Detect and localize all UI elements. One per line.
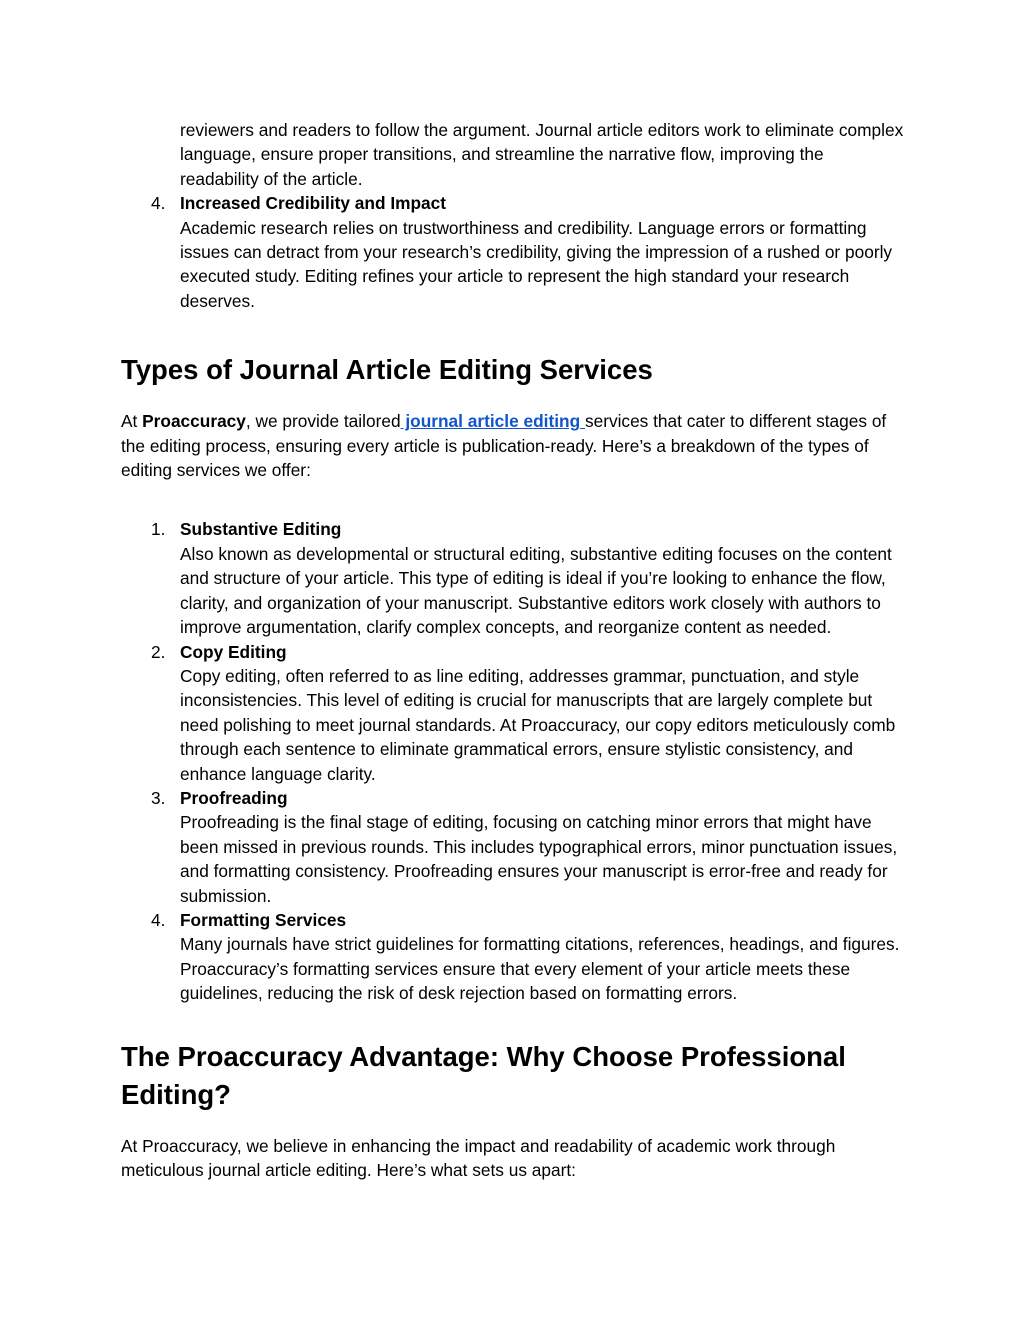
intro-middle: , we provide tailored [245, 411, 401, 432]
list-item [121, 908, 906, 1006]
list-number: 1. [151, 519, 166, 540]
journal-article-editing-link[interactable]: journal article editing [400, 411, 585, 432]
benefits-list-tail [121, 191, 906, 313]
list-item [121, 640, 906, 786]
list-number: 4. [151, 193, 166, 214]
list-number: 4. [151, 909, 166, 930]
continuation-text: reviewers and readers to follow the argument. Journal article editors work to eliminate complex language, ensure proper transitions, and streamline the narrative flow, improving the readability of the article. [180, 120, 904, 189]
brand-name: Proaccuracy [142, 411, 246, 432]
list-item [121, 786, 906, 908]
list-item-title: Increased Credibility and Impact [180, 193, 447, 214]
types-intro-paragraph [121, 409, 906, 482]
list-item-title: Substantive Editing [180, 519, 342, 540]
list-item-text: Copy editing, often referred to as line editing, addresses grammar, punctuation, and style inconsistencies. This level of editing is crucial for manuscripts that are largely complete but need polishing to meet journal standards. At Proaccuracy, our copy editors meticulously comb through each sentence to eliminate grammatical errors, ensure stylistic consistency, and enhance language clarity. [180, 665, 896, 784]
list-item-title: Copy Editing [180, 641, 287, 662]
section-heading-types: Types of Journal Article Editing Services [121, 354, 653, 386]
list-item [121, 517, 906, 639]
list-number: 3. [151, 787, 166, 808]
list-item-continuation [121, 118, 906, 191]
list-item-text: Proofreading is the final stage of editing, focusing on catching minor errors that might have been missed in previous rounds. This includes typographical errors, minor punctuation issues, and formatting consistency. Proofreading ensures your manuscript is error-free and ready for submission. [180, 812, 898, 906]
list-item-title: Proofreading [180, 787, 288, 808]
list-item-text: Academic research relies on trustworthiness and credibility. Language errors or formatting issues can detract from your research’s credibility, giving the impression of a rushed or poorly executed study. Editing refines your article to represent the high standard your research deserves. [180, 217, 893, 311]
section-heading-advantage: The Proaccuracy Advantage: Why Choose Professional Editing? [121, 1040, 846, 1110]
list-item-title: Formatting Services [180, 909, 347, 930]
list-item [121, 191, 906, 313]
list-item-text: Also known as developmental or structural editing, substantive editing focuses on the content and structure of your article. This type of editing is ideal if you’re looking to enhance the flow, clarity, and organization of your manuscript. Substantive editors work closely with authors to improve argumentation, clarify complex concepts, and reorganize content as needed. [180, 543, 892, 638]
advantage-intro-paragraph: At Proaccuracy, we believe in enhancing the impact and readability of academic work through meticulous journal article editing. Here’s what sets us apart: [121, 1135, 836, 1180]
editing-types-list [121, 517, 906, 1005]
list-number: 2. [151, 641, 166, 662]
intro-suffix: services that cater to different stages of the editing process, ensuring every article is publication-ready. Here’s a breakdown of the types of editing services we offer: [121, 411, 887, 481]
intro-prefix: At [121, 411, 143, 432]
list-item-text: Many journals have strict guidelines for formatting citations, references, headings, and figures. Proaccuracy’s formatting services ensure that every element of your article meets these guidelines, reducing the risk of desk rejection based on formatting errors. [180, 934, 900, 1004]
